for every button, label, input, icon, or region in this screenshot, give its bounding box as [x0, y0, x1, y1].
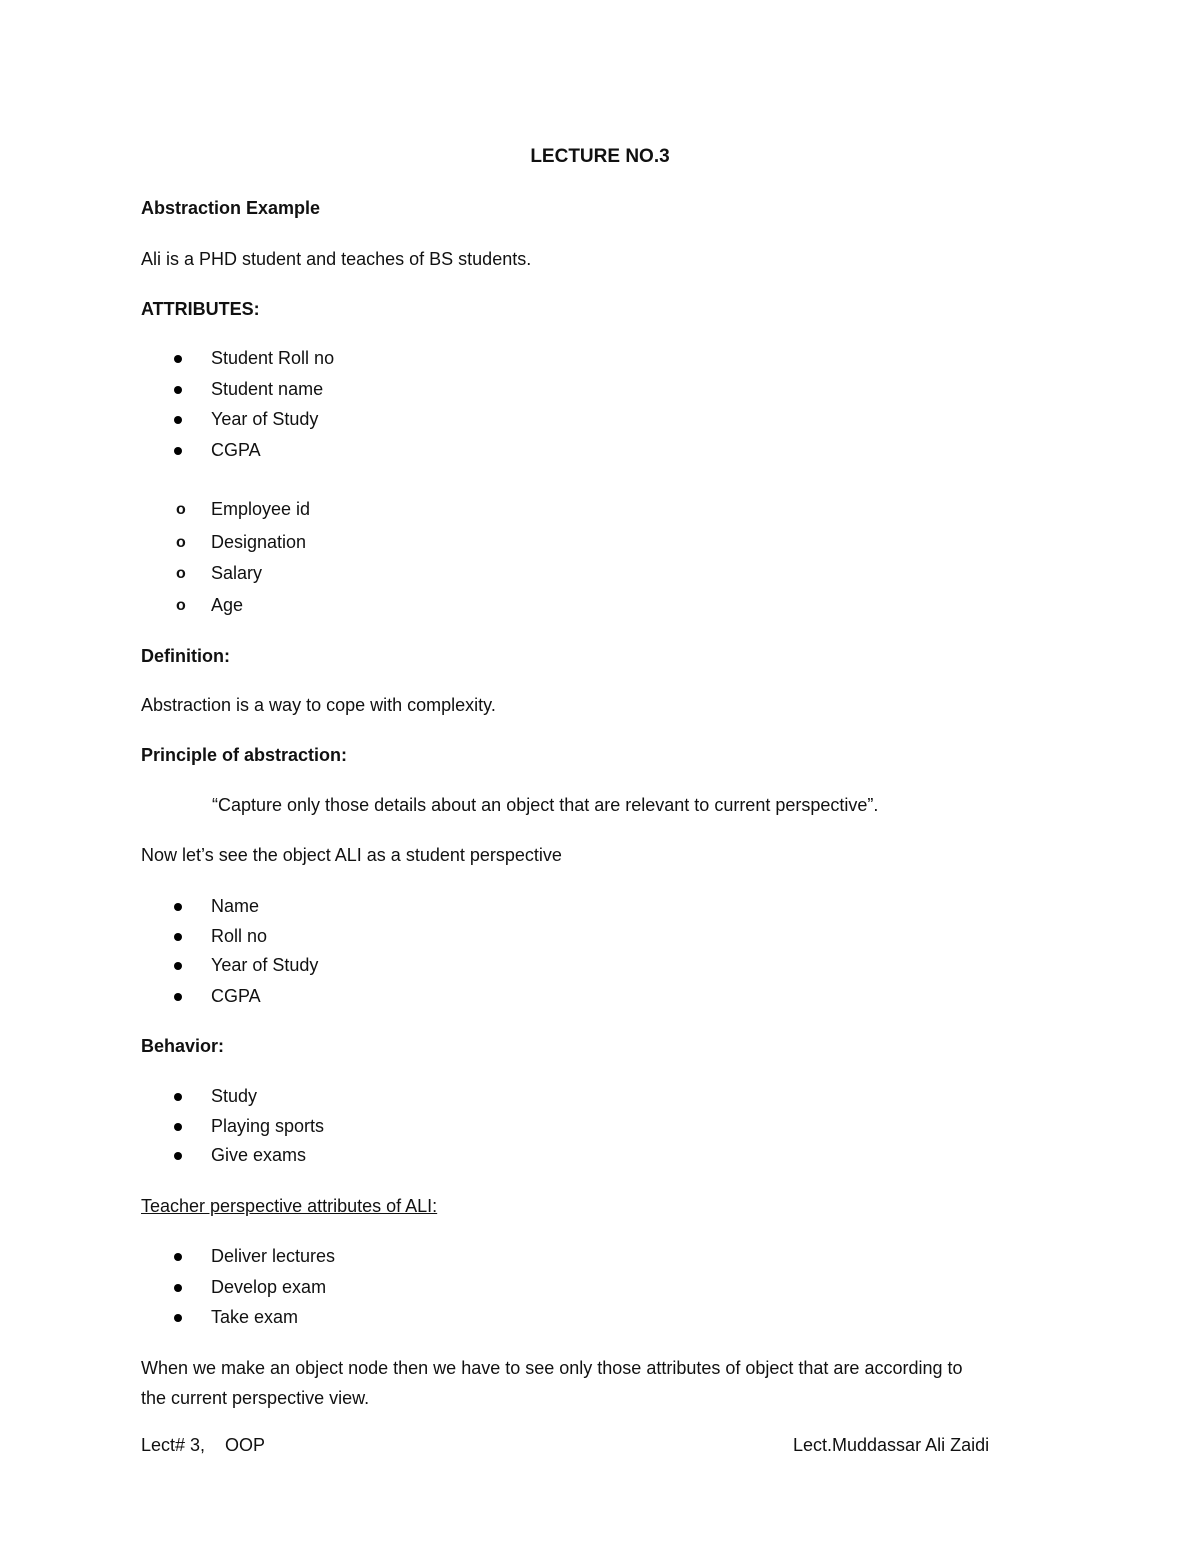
- circle-bullet-icon: o: [176, 597, 186, 614]
- bullet-icon: [174, 1093, 182, 1101]
- conclusion-line-2: the current perspective view.: [141, 1388, 370, 1408]
- circle-bullet-icon: o: [176, 534, 186, 551]
- definition-text: Abstraction is a way to cope with complexity.: [141, 695, 496, 715]
- bullet-icon: [174, 933, 182, 941]
- attributes-heading: ATTRIBUTES:: [141, 299, 260, 319]
- bullet-icon: [174, 1123, 182, 1131]
- bullet-icon: [174, 962, 182, 970]
- bullet-icon: [174, 355, 182, 363]
- example-text: Ali is a PHD student and teaches of BS students.: [141, 249, 532, 269]
- bullet-icon: [174, 1314, 182, 1322]
- bullet-icon: [174, 1253, 182, 1261]
- bullet-icon: [174, 386, 182, 394]
- bullet-icon: [174, 1152, 182, 1160]
- circle-bullet-icon: o: [176, 501, 186, 518]
- example-heading: Abstraction Example: [141, 198, 321, 218]
- document-page: LECTURE NO.3 Abstraction Example Ali is a PHD student and teaches of BS students. ATTRIBUTES: Student Roll no Student name Year of Study CGPA o Employee id o Designation o Salary o Age Definition: Abstraction is a way to cope with complexity. Principle of abstraction: “Capture only those details about an object that are relevant to current perspective”. Now let’s see the object ALI as a student perspective Name Roll no Year of Study CGPA Behavior: Study Playing sports Give exams Teacher perspective attributes of ALI: Deliver lectures Develop exam Take exam When we make an object node then we have to see only those attributes of object that are according to the current perspective view. Lect# 3, OOP Lect.Muddassar Ali Zaidi: [0, 0, 1200, 1553]
- student-perspective-intro: Now let’s see the object ALI as a student perspective: [141, 845, 562, 865]
- bullet-icon: [174, 903, 182, 911]
- principle-heading: Principle of abstraction:: [141, 745, 348, 765]
- footer-left: Lect# 3, OOP: [141, 1435, 266, 1455]
- teacher-perspective-heading: Teacher perspective attributes of ALI:: [141, 1196, 438, 1216]
- definition-heading: Definition:: [141, 646, 230, 666]
- conclusion-line-1: When we make an object node then we have to see only those attributes of object that are according to: [141, 1358, 963, 1378]
- bullet-icon: [174, 416, 182, 424]
- bullet-icon: [174, 447, 182, 455]
- footer-right: Lect.Muddassar Ali Zaidi: [793, 1435, 990, 1455]
- bullet-icon: [174, 1284, 182, 1292]
- principle-quote: “Capture only those details about an object that are relevant to current perspective”.: [212, 795, 879, 815]
- bullet-icon: [174, 993, 182, 1001]
- behavior-heading: Behavior:: [141, 1036, 225, 1056]
- page-title: LECTURE NO.3: [530, 146, 670, 167]
- circle-bullet-icon: o: [176, 565, 186, 582]
